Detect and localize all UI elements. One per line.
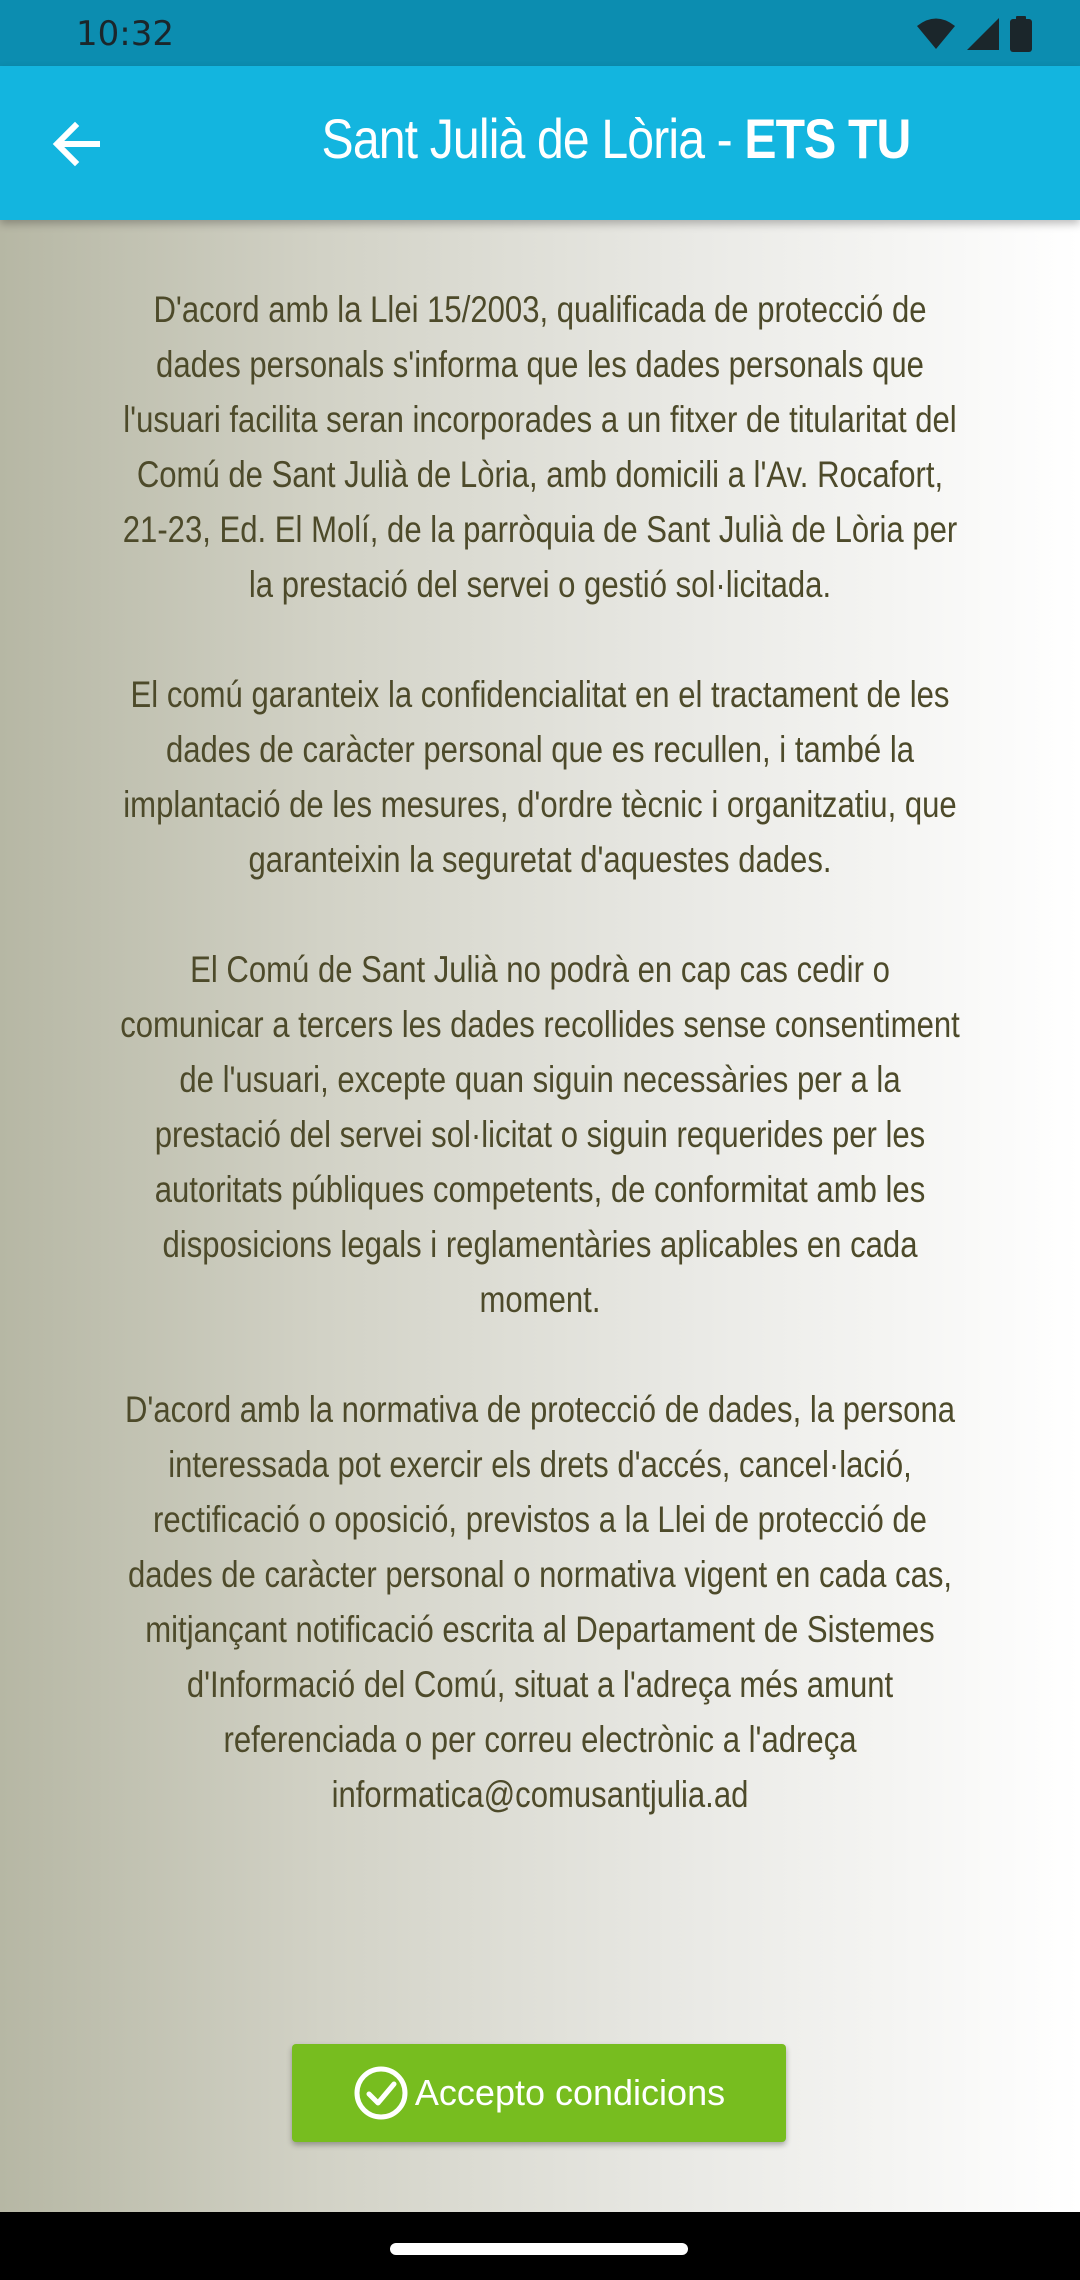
back-button[interactable]	[40, 110, 112, 182]
terms-paragraph-1: D'acord amb la Llei 15/2003, qualificada de protecció de dades personals s'informa que les dades personals que l'usuari facilita seran incorporades a un fitxer de titularitat del Comú de Sant Julià de Lòria, amb domicili a l'Av. Rocafort, 21-23, Ed. El Molí, de la parròquia de Sant Julià de Lòria per la prestació del servei o gestió sol·licitada.	[122, 289, 958, 605]
signal-icon	[966, 17, 1000, 51]
home-gesture-handle[interactable]	[390, 2243, 688, 2255]
page-title-regular: Sant Julià de Lòria -	[321, 107, 745, 170]
page-title	[152, 106, 1080, 171]
terms-text	[120, 282, 960, 1877]
battery-icon	[1010, 16, 1032, 52]
status-bar	[0, 0, 1080, 66]
arrow-left-icon	[51, 121, 101, 172]
terms-content	[0, 220, 1080, 2212]
accept-conditions-button[interactable]	[292, 2044, 786, 2142]
terms-paragraph-2: El comú garanteix la confidencialitat en el tractament de les dades de caràcter personal que es recullen, i també la implantació de les mesures, d'ordre tècnic i organitzatiu, que garanteixin la seguretat d'aquestes dades.	[123, 674, 957, 880]
page-title-bold: ETS TU	[744, 107, 911, 170]
navigation-bar	[0, 2212, 1080, 2280]
wifi-icon	[916, 17, 956, 51]
accept-conditions-label: Accepto condicions	[414, 2072, 726, 2113]
status-icons	[916, 16, 1032, 52]
terms-paragraph-3: El Comú de Sant Julià no podrà en cap cas cedir o comunicar a tercers les dades recollides sense consentiment de l'usuari, excepte quan siguin necessàries per a la prestació del servei sol·licitat o siguin requerides per les autoritats públiques competents, de conformitat amb les disposicions legals i reglamentàries aplicables en cada moment.	[120, 949, 960, 1320]
status-time: 10:32	[76, 14, 174, 54]
check-circle-icon	[353, 2065, 409, 2121]
terms-paragraph-4: D'acord amb la normativa de protecció de dades, la persona interessada pot exercir els drets d'accés, cancel·lació, rectificació o oposició, previstos a la Llei de protecció de dades de caràcter personal o normativa vigent en cada cas, mitjançant notificació escrita al Departament de Sistemes d'Informació del Comú, situat a l'adreça més amunt referenciada o per correu electrònic a l'adreça informatica@comusantjulia.ad	[124, 1389, 956, 1815]
app-bar	[0, 66, 1080, 220]
